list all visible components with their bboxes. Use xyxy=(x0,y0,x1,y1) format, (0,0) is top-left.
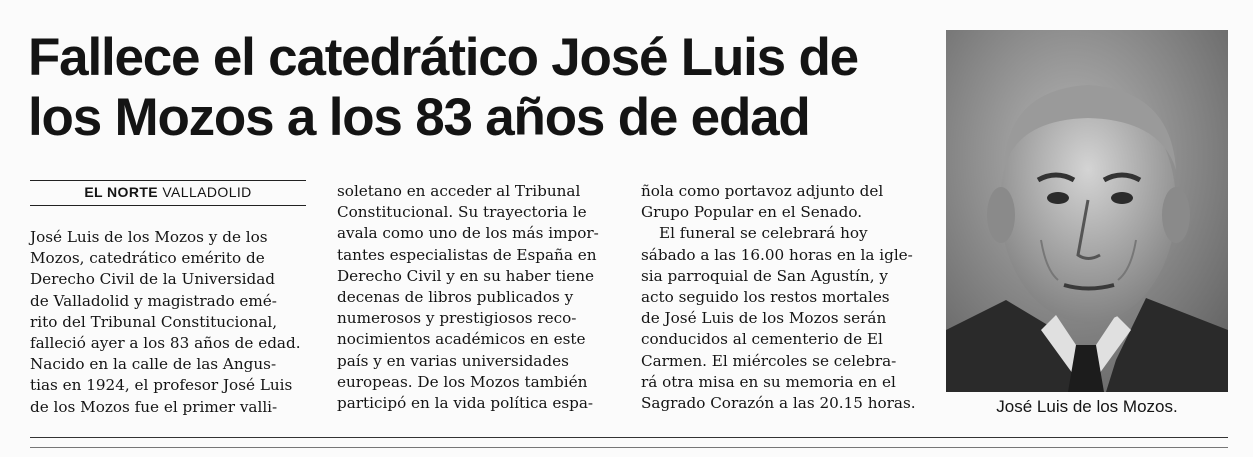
headline-line-2: los Mozos a los 83 años de edad xyxy=(28,88,810,147)
body-line: tias en 1924, el profesor José Luis xyxy=(30,376,293,395)
body-column-3 xyxy=(641,181,918,414)
body-line: soletano en acceder al Tribunal xyxy=(337,182,581,200)
bottom-rule xyxy=(30,437,1228,438)
byline-bottom-rule xyxy=(30,205,306,206)
body-line: Mozos, catedrático emérito de xyxy=(30,249,265,268)
body-line: Nacido en la calle de las Angus- xyxy=(30,355,277,374)
byline xyxy=(30,184,306,200)
body-line: país y en varias universidades xyxy=(337,351,569,370)
body-line: Grupo Popular en el Senado. xyxy=(641,203,863,222)
headline-line-1: Fallece el catedrático José Luis de xyxy=(28,28,858,87)
body-line: sábado a las 16.00 horas en la igle- xyxy=(641,245,913,264)
body-column-1 xyxy=(30,227,310,418)
body-line: decenas de libros publicados y xyxy=(337,288,574,307)
body-line: tantes especialistas de España en xyxy=(337,245,597,264)
article-headline xyxy=(28,28,908,148)
body-line: Derecho Civil y en su haber tiene xyxy=(337,266,595,285)
body-line: Sagrado Corazón a las 20.15 horas. xyxy=(641,394,916,413)
body-line: conducidos al cementerio de El xyxy=(641,330,883,349)
body-line: rito del Tribunal Constitucional, xyxy=(30,312,278,331)
body-line: Constitucional. Su trayectoria le xyxy=(337,203,587,222)
body-line: participó en la vida política espa- xyxy=(337,394,594,413)
body-line: europeas. De los Mozos también xyxy=(337,372,588,391)
bottom-rule-secondary xyxy=(30,447,1228,448)
body-line: Carmen. El miércoles se celebra- xyxy=(641,351,897,370)
body-line: rá otra misa en su memoria en el xyxy=(641,372,896,391)
body-line: acto seguido los restos mortales xyxy=(641,288,890,307)
byline-top-rule xyxy=(30,180,306,181)
body-line: falleció ayer a los 83 años de edad. xyxy=(30,334,301,353)
body-line: de José Luis de los Mozos serán xyxy=(641,309,887,328)
photo-caption: José Luis de los Mozos. xyxy=(996,397,1178,416)
portrait-photo xyxy=(946,30,1228,392)
body-line: de Valladolid y magistrado emé- xyxy=(30,291,277,310)
portrait-illustration xyxy=(946,30,1228,392)
body-line: José Luis de los Mozos y de los xyxy=(30,228,268,246)
body-column-2 xyxy=(337,181,613,414)
body-line: nocimientos académicos en este xyxy=(337,330,586,349)
byline-source: EL NORTE xyxy=(84,184,159,200)
body-line: sia parroquial de San Agustín, y xyxy=(641,266,888,285)
body-line: El funeral se celebrará hoy xyxy=(659,224,868,243)
body-line: avala como uno de los más impor- xyxy=(337,224,599,243)
body-line: de los Mozos fue el primer valli- xyxy=(30,397,278,416)
byline-place: VALLADOLID xyxy=(162,184,252,200)
body-line: Derecho Civil de la Universidad xyxy=(30,270,275,289)
body-line: ñola como portavoz adjunto del xyxy=(641,182,884,200)
body-line: numerosos y prestigiosos reco- xyxy=(337,309,577,328)
